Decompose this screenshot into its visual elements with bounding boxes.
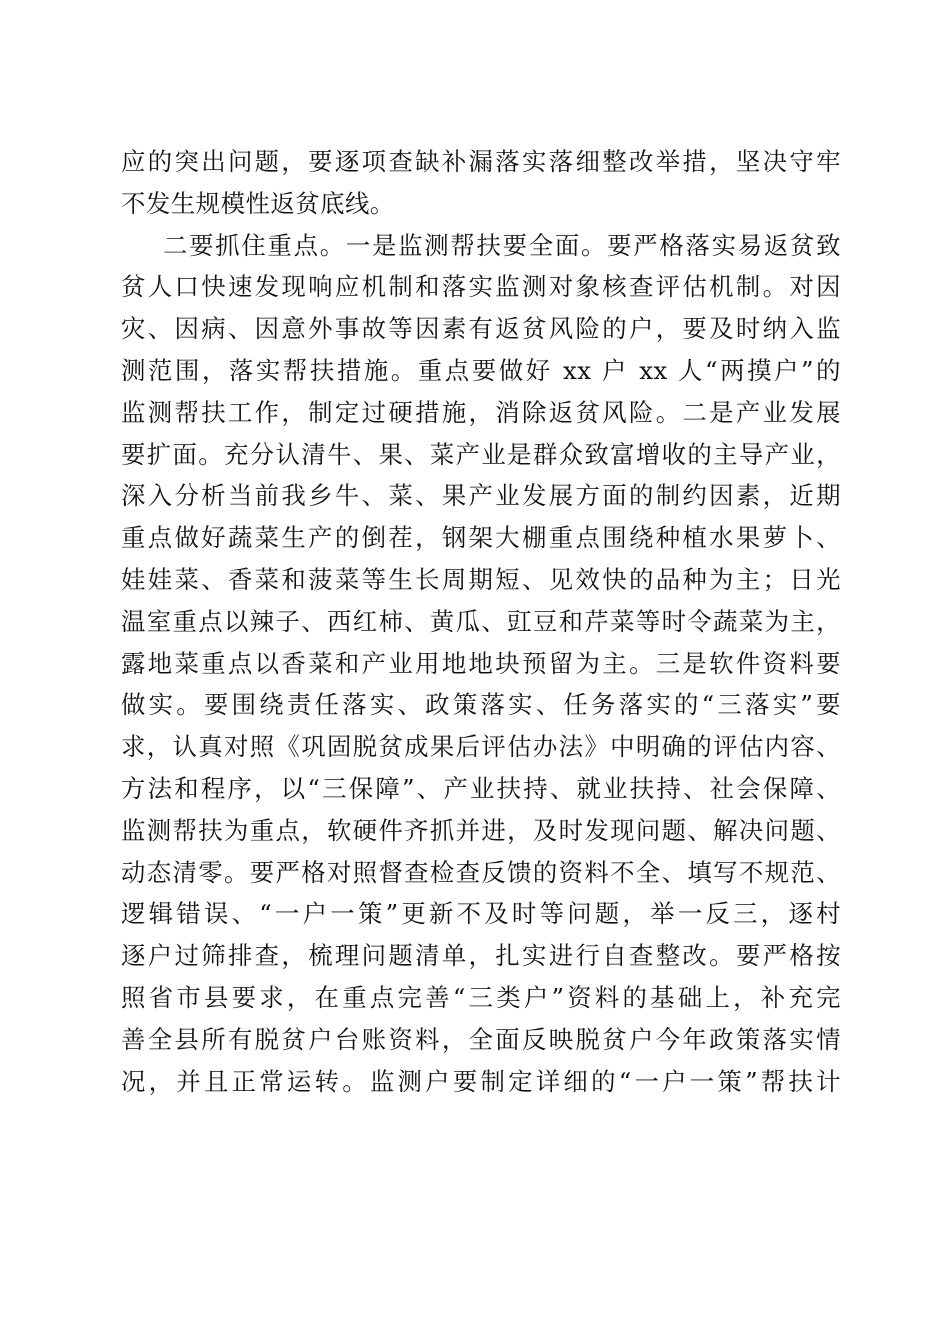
text-line: 应的突出问题，要逐项查缺补漏落实落细整改举措，坚决守牢 bbox=[121, 147, 841, 176]
text-line: 善全县所有脱贫户台账资料，全面反映脱贫户今年政策落实情 bbox=[121, 1024, 841, 1054]
text-line: 露地菜重点以香菜和产业用地地块预留为主。三是软件资料要 bbox=[121, 648, 841, 678]
text-line: 做实。要围绕责任落实、政策落实、任务落实的“三落实”要 bbox=[121, 690, 841, 720]
text-line: 照省市县要求，在重点完善“三类户”资料的基础上，补充完 bbox=[121, 982, 841, 1012]
text-line: 不发生规模性返贫底线。 bbox=[121, 188, 395, 218]
text-line: 求，认真对照《巩固脱贫成果后评估办法》中明确的评估内容、 bbox=[121, 732, 841, 762]
text-line: 方法和程序，以“三保障”、产业扶持、就业扶持、社会保障、 bbox=[121, 773, 841, 803]
text-line: 要扩面。充分认清牛、果、菜产业是群众致富增收的主导产业， bbox=[121, 439, 841, 469]
text-line: 监测帮扶为重点，软硬件齐抓并进，及时发现问题、解决问题、 bbox=[121, 815, 841, 845]
text-line: 动态清零。要严格对照督查检查反馈的资料不全、填写不规范、 bbox=[121, 857, 841, 887]
text-line: 灾、因病、因意外事故等因素有返贫风险的户，要及时纳入监 bbox=[121, 314, 841, 344]
text-line: 二要抓住重点。一是监测帮扶要全面。要严格落实易返贫致 bbox=[163, 230, 841, 260]
text-line: 深入分析当前我乡牛、菜、果产业发展方面的制约因素，近期 bbox=[121, 481, 841, 511]
text-line: 逐户过筛排查，梳理问题清单，扎实进行自查整改。要严格按 bbox=[121, 941, 841, 971]
text-line: 贫人口快速发现响应机制和落实监测对象核查评估机制。对因 bbox=[121, 272, 841, 302]
text-line: 况，并且正常运转。监测户要制定详细的“一户一策”帮扶计 bbox=[121, 1066, 841, 1096]
text-line: 监测帮扶工作，制定过硬措施，消除返贫风险。二是产业发展 bbox=[121, 397, 841, 427]
text-line: 娃娃菜、香菜和菠菜等生长周期短、见效快的品种为主；日光 bbox=[121, 564, 841, 594]
text-line: 测范围，落实帮扶措施。重点要做好 xx 户 xx 人“两摸户”的 bbox=[121, 355, 841, 385]
text-line: 重点做好蔬菜生产的倒茬，钢架大棚重点围绕种植水果萝卜、 bbox=[121, 523, 841, 553]
text-line: 温室重点以辣子、西红柿、黄瓜、豇豆和芹菜等时令蔬菜为主， bbox=[121, 606, 841, 636]
text-line: 逻辑错误、“一户一策”更新不及时等问题，举一反三，逐村 bbox=[121, 899, 841, 929]
document-body bbox=[121, 141, 841, 1102]
